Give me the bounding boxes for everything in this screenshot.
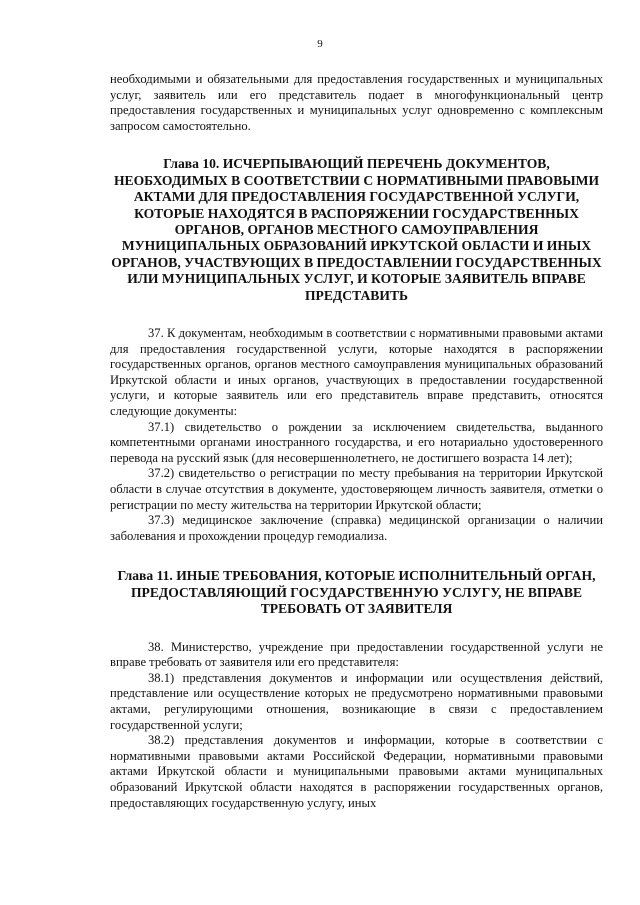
paragraph-38: 38. Министерство, учреждение при предоставлении государственной услуги не вправе требовать от заявителя или его представителя: — [110, 639, 603, 670]
intro-paragraph: необходимыми и обязательными для предоставления государственных и муниципальных услуг, заявитель или его представитель подает в многофункциональный центр предоставления государственных и муниципальных услуг одновременно с комплексным запросом самостоятельно. — [110, 72, 603, 133]
paragraph-38-1: 38.1) представления документов и информации или осуществления действий, представление или осуществление которых не предусмотрено нормативными правовыми актами, регулирующими отношения, возникающие в связи с предоставлением государственной услуги; — [110, 670, 603, 732]
paragraph-38-2: 38.2) представления документов и информации, которые в соответствии с нормативными правовыми актами Российской Федерации, нормативными правовыми актами Иркутской области и муниципальными правовыми актами муниципальных образований Иркутской области находятся в распоряжении государственных органов, предоставляющих государственную услугу, иных — [110, 733, 603, 810]
paragraph-37-3: 37.3) медицинское заключение (справка) медицинской организации о наличии заболевания и прохождении процедур гемодиализа. — [110, 513, 603, 543]
paragraph-37: 37. К документам, необходимым в соответствии с нормативными правовыми актами для предоставления государственной услуги, которые находятся в распоряжении государственных органов, органов местного самоуправления муниципальных образований Иркутской области и иных органов, участвующих в предоставлении государственной услуги, и которые заявитель или его представитель вправе представить, относятся следующие документы: — [110, 326, 603, 418]
page-content — [110, 72, 603, 811]
chapter-10-heading: Глава 10. ИСЧЕРПЫВАЮЩИЙ ПЕРЕЧЕНЬ ДОКУМЕНТОВ, НЕОБХОДИМЫХ В СООТВЕТСТВИИ С НОРМАТИВНЫМИ ПРАВОВЫМИ АКТАМИ ДЛЯ ПРЕДОСТАВЛЕНИЯ ГОСУДАРСТВЕННОЙ УСЛУГИ, КОТОРЫЕ НАХОДЯТСЯ В РАСПОРЯЖЕНИИ ГОСУДАРСТВЕННЫХ ОРГАНОВ, ОРГАНОВ МЕСТНОГО САМОУПРАВЛЕНИЯ МУНИЦИПАЛЬНЫХ ОБРАЗОВАНИЙ ИРКУТСКОЙ ОБЛАСТИ И ИНЫХ ОРГАНОВ, УЧАСТВУЮЩИХ В ПРЕДОСТАВЛЕНИИ ГОСУДАРСТВЕННЫХ ИЛИ МУНИЦИПАЛЬНЫХ УСЛУГ, И КОТОРЫЕ ЗАЯВИТЕЛЬ ВПРАВЕ ПРЕДСТАВИТЬ — [111, 156, 602, 303]
page-number: 9 — [317, 38, 323, 50]
paragraph-37-1: 37.1) свидетельство о рождении за исключением свидетельства, выданного компетентными органами иностранного государства, и его нотариально удостоверенного перевода на русский язык (для несовершеннолетнего, не достигшего возраста 14 лет); — [110, 419, 603, 465]
paragraph-37-2: 37.2) свидетельство о регистрации по месту пребывания на территории Иркутской области в случае отсутствия в документе, удостоверяющем личность заявителя, отметки о регистрации по месту жительства на территории Иркутской области; — [110, 466, 603, 512]
chapter-11-heading: Глава 11. ИНЫЕ ТРЕБОВАНИЯ, КОТОРЫЕ ИСПОЛНИТЕЛЬНЫЙ ОРГАН, ПРЕДОСТАВЛЯЮЩИЙ ГОСУДАРСТВЕННУЮ УСЛУГУ, НЕ ВПРАВЕ ТРЕБОВАТЬ ОТ ЗАЯВИТЕЛЯ — [117, 568, 596, 617]
